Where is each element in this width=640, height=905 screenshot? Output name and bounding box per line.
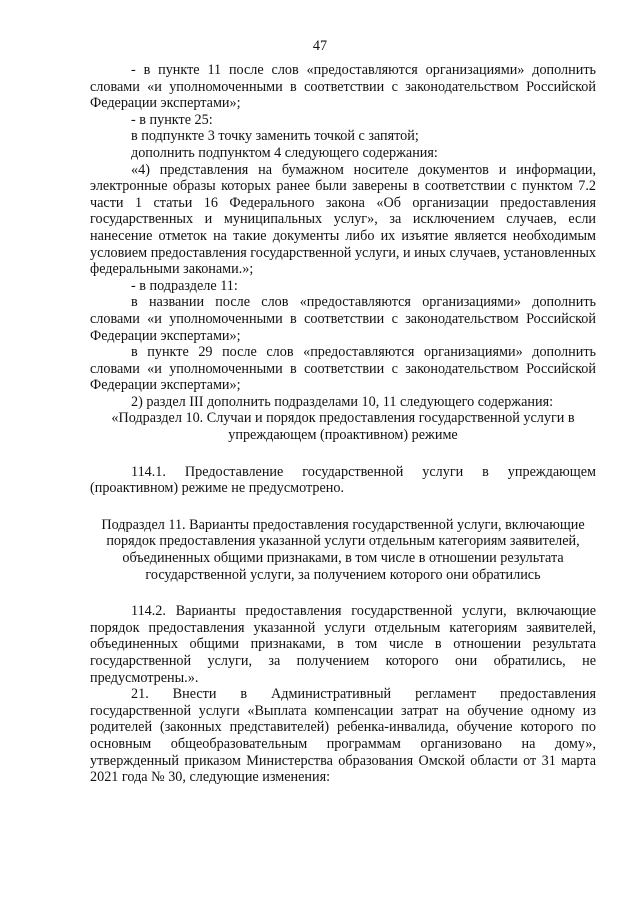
paragraph-point-25: - в пункте 25: [131,111,213,128]
page-number: 47 [312,38,328,54]
paragraph-add-subpoint-4: дополнить подпунктом 4 следующего содержания: [131,144,438,161]
item-114-2: 114.2. Варианты предоставления государственной услуги, включающие порядок предоставления указанной услуги отдельным категориям заявителей, объединенных общими признаками, в том числе в отношении результата государственной услуги, за получением которого они обратились, не предусмотрены.». [90,603,596,686]
item-21: 21. Внести в Административный регламент предоставления государственной услуги «Выплата компенсации затрат на обучение одному из родителей (законных представителей) ребенка-инвалида, обучение которого по основным общеобразовательным программам организовано на дому», утвержденный приказом Министерства образования Омской области от 31 марта 2021 года № 30, следующие изменения: [90,686,596,786]
paragraph-section-3: 2) раздел III дополнить подразделами 10, 11 следующего содержания: [131,393,554,410]
paragraph-subsection-11: - в подразделе 11: [131,277,238,294]
paragraph-point-11: - в пункте 11 после слов «предоставляются организациями» дополнить словами «и уполномоченными в соответствии с законодательством Российской Федерации экспертами»; [90,62,596,112]
subsection-11-title: Подраздел 11. Варианты предоставления государственной услуги, включающие порядок предоставления указанной услуги отдельным категориям заявителей, объединенных общими признаками, в том числе в отношении результата государственной услуги, за получением которого они обратились [101,516,585,583]
subsection-10-title: «Подраздел 10. Случаи и порядок предоставления государственной услуги в упреждающем (проактивном) режиме [111,410,575,444]
spacer [90,583,596,603]
spacer [90,444,596,464]
spacer [90,497,596,517]
paragraph-point-29: в пункте 29 после слов «предоставляются организациями» дополнить словами «и уполномоченными в соответствии с законодательством Российской Федерации экспертами»; [90,344,596,394]
item-114-1: 114.1. Предоставление государственной услуги в упреждающем (проактивном) режиме не предусмотрено. [90,463,596,497]
document-body [90,62,596,786]
paragraph-subpoint-4-text: «4) представления на бумажном носителе документов и информации, электронные образы которых ранее были заверены в соответствии с пунктом 7.2 части 1 статьи 16 Федерального закона «Об организации предоставления государственных и муниципальных услуг», за исключением случаев, если нанесение отметок на такие документы либо их изъятие является необходимым условием предоставления государственной услуги, и иных случаев, установленных федеральными законами.»; [90,161,596,278]
paragraph-title-change: в названии после слов «предоставляются организациями» дополнить словами «и уполномоченными в соответствии с законодательством Российской Федерации экспертами»; [90,294,596,344]
paragraph-subpoint-3: в подпункте 3 точку заменить точкой с запятой; [131,128,419,145]
